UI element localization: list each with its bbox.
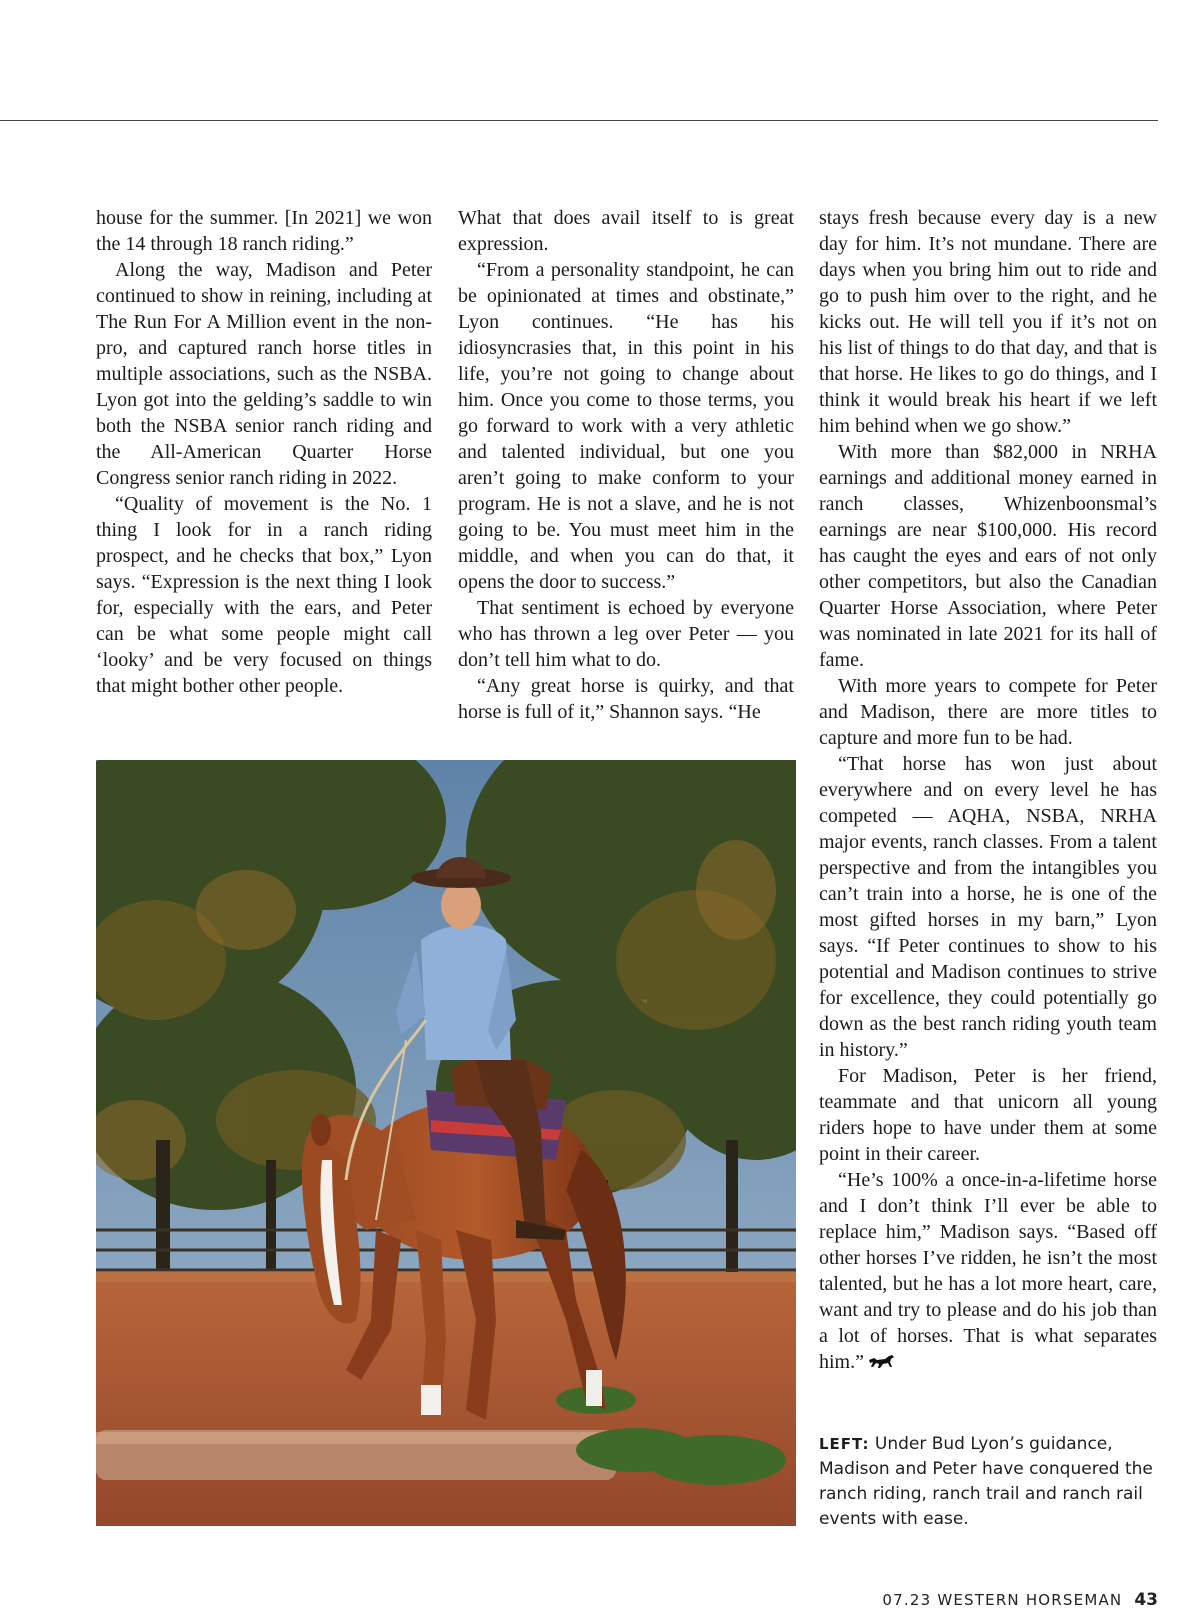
caption-text: Under Bud Lyon’s guidance, Madison and Peter have conquered the ranch riding, ranch trail and ranch rail events with ease. [819,1434,1153,1529]
horse-end-mark-icon [867,1354,895,1369]
paragraph: “That horse has won just about everywhere and on every level he has competed — AQHA, NSBA, NRHA major events, ranch classes. From a talent perspective and from the intangibles you can’t train into a horse, he is one of the most gifted horses in my barn,” Lyon says. “If Peter continues to show to his potential and Madison continues to strive for excellence, they could potentially go down as the best ranch riding youth team in history.” [819,753,1157,1061]
last-paragraph [819,1167,1157,1375]
text-column-2 [458,205,794,725]
paragraph: stays fresh because every day is a new day for him. It’s not mundane. There are days when you bring him out to ride and go to push him over to the right, and he kicks out. He will tell you if it’s not on his list of things to do that day, and that is that horse. He likes to go do things, and I think it would break his heart if we left him behind when we go show.” [819,207,1157,437]
paragraph: For Madison, Peter is her friend, teammate and that unicorn all young riders hope to have under them at some point in their career. [819,1065,1157,1165]
paragraph: house for the summer. [In 2021] we won the 14 through 18 ranch riding.” [96,207,432,255]
photo-caption [819,1432,1159,1532]
magazine-name: WESTERN HORSEMAN [937,1591,1123,1609]
paragraph: What that does avail itself to is great expression. [458,207,794,255]
page-number: 43 [1134,1590,1158,1610]
caption-lead: LEFT: [819,1435,870,1453]
header-rule [0,120,1158,121]
photo-illustration [96,760,796,1526]
page-footer [882,1590,1158,1610]
paragraph: With more years to compete for Peter and Madison, there are more titles to capture and more fun to be had. [819,675,1157,749]
paragraph: Along the way, Madison and Peter continued to show in reining, including at The Run For A Million event in the non-pro, and captured ranch horse titles in multiple associations, such as the NSBA. Lyon got into the gelding’s saddle to win both the NSBA senior ranch riding and the All-American Quarter Horse Congress senior ranch riding in 2022. [96,259,432,489]
paragraph-text: “He’s 100% a once-in-a-lifetime horse and I don’t think I’ll ever be able to replace him,” Madison says. “Based off other horses I’ve ridden, he isn’t the most talented, but he has a lot more heart, care, want and try to please and do his job than a lot of horses. That is what separates him.” [819,1169,1157,1373]
text-column-1 [96,205,432,699]
text-column-3 [819,205,1157,1375]
issue-date: 07.23 [882,1591,932,1609]
paragraph: “Quality of movement is the No. 1 thing I look for in a ranch riding prospect, and he checks that box,” Lyon says. “Expression is the next thing I look for, especially with the ears, and Peter can be what some people might call ‘looky’ and be very focused on things that might bother other people. [96,493,432,697]
photo-horse-and-rider [96,760,796,1526]
paragraph: “Any great horse is quirky, and that horse is full of it,” Shannon says. “He [458,675,794,723]
paragraph: That sentiment is echoed by everyone who has thrown a leg over Peter — you don’t tell him what to do. [458,597,794,671]
paragraph: With more than $82,000 in NRHA earnings and additional money earned in ranch classes, Whizenboonsmal’s earnings are near $100,000. His record has caught the eyes and ears of not only other competitors, but also the Canadian Quarter Horse Association, where Peter was nominated in late 2021 for its hall of fame. [819,441,1157,671]
paragraph: “From a personality standpoint, he can be opinionated at times and obstinate,” Lyon continues. “He has his idiosyncrasies that, in this point in his life, you’re not going to change about him. Once you come to those terms, you go forward to work with a very athletic and talented individual, but one you aren’t going to make conform to your program. He is not a slave, and he is not going to be. You must meet him in the middle, and when you can do that, it opens the door to success.” [458,259,794,593]
